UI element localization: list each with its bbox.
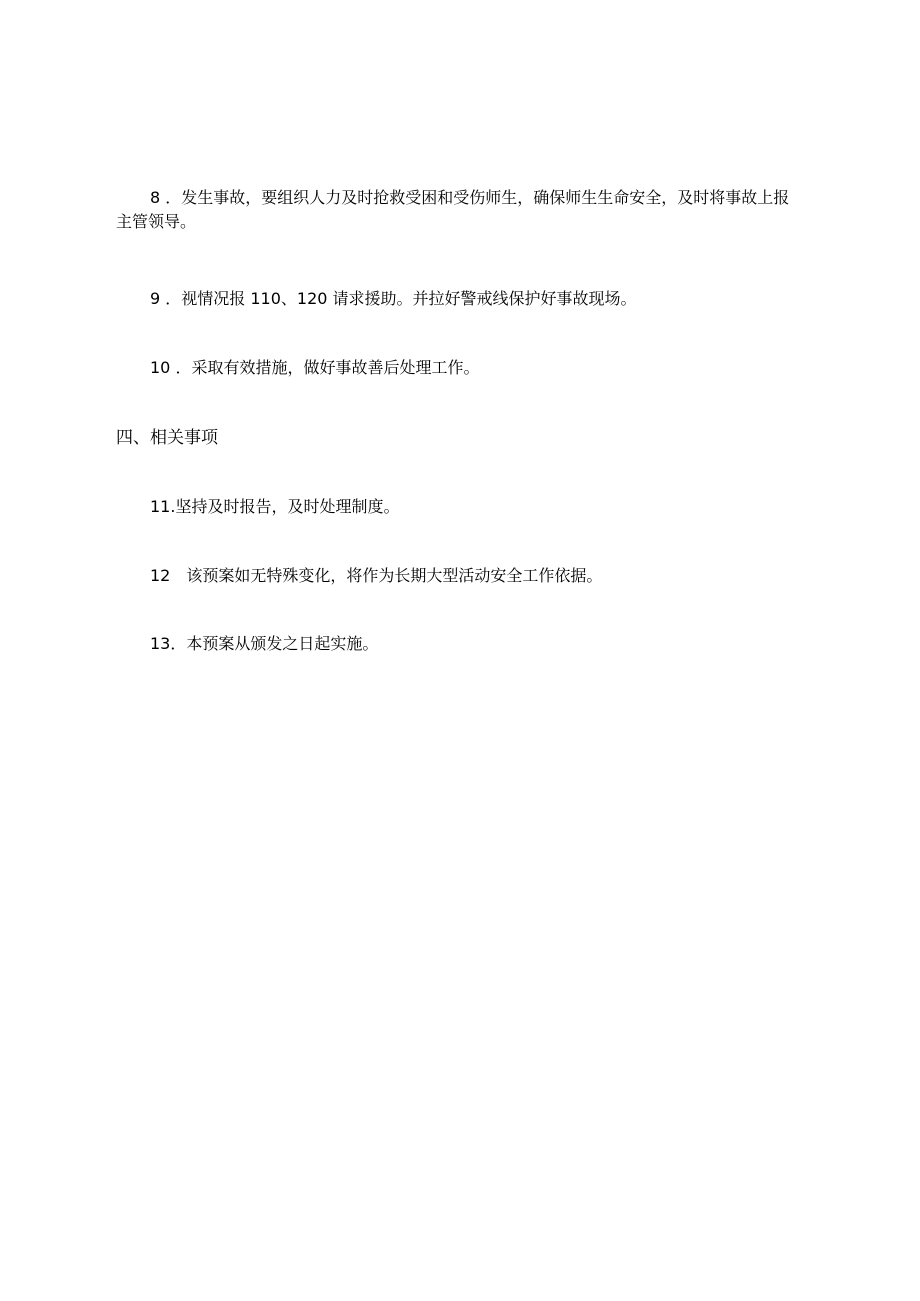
paragraph-item-9: 9 ．视情况报 110、120 请求援助。并拉好警戒线保护好事故现场。 [150, 289, 637, 308]
paragraph-item-11: 11.坚持及时报告，及时处理制度。 [150, 497, 400, 516]
paragraph-item-12: 12 该预案如无特殊变化，将作为长期大型活动安全工作依据。 [150, 566, 603, 585]
paragraph-item-10: 10 ．采取有效措施，做好事故善后处理工作。 [150, 358, 480, 377]
paragraph-item-13: 13．本预案从颁发之日起实施。 [150, 634, 379, 653]
section-heading: 四、相关事项 [116, 428, 218, 448]
paragraph-item-8: 8 ．发生事故，要组织人力及时抢救受困和受伤师生，确保师生生命安全，及时将事故上报主管领导。 [116, 188, 790, 231]
